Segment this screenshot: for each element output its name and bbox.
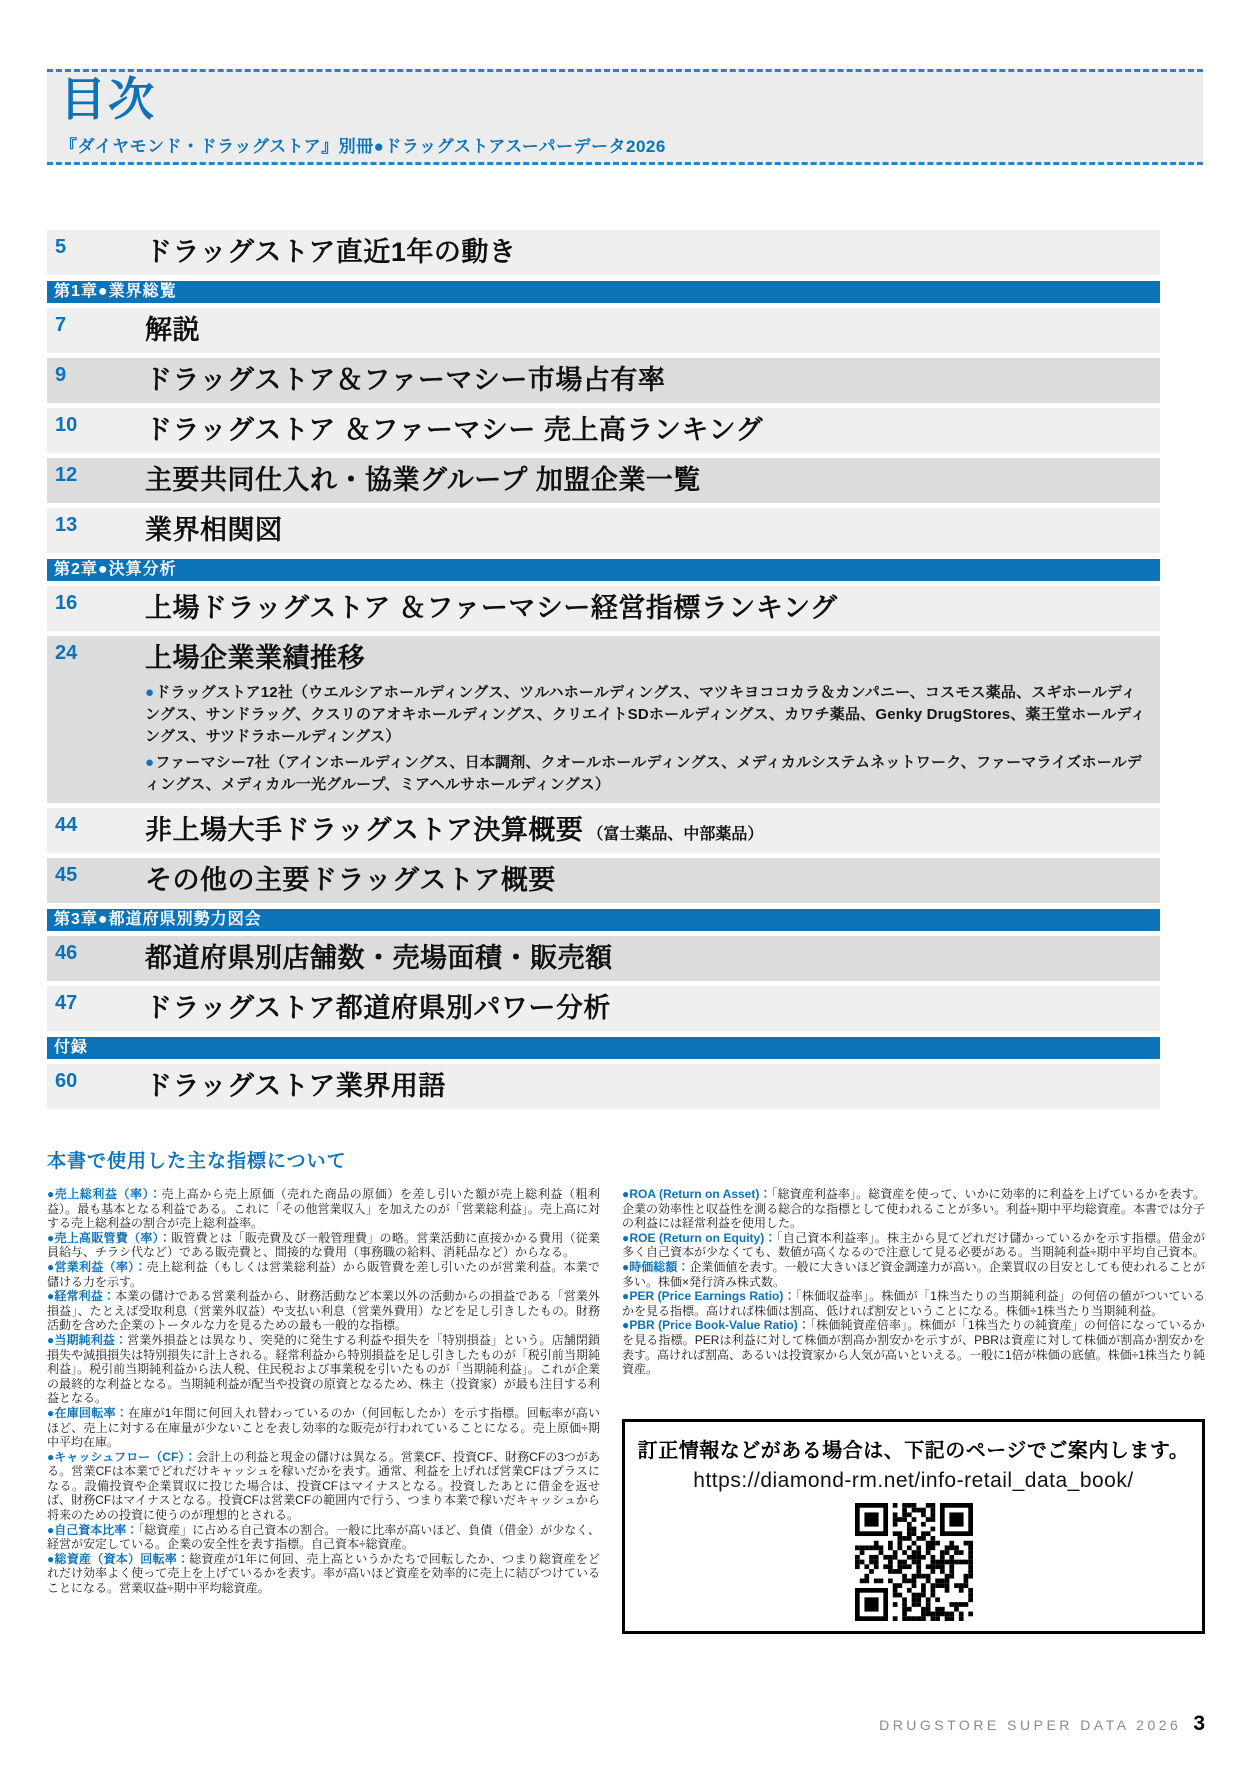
page-subtitle: 『ダイヤモンド・ドラッグストア』別冊●ドラッグストアスーパーデータ2026 — [60, 137, 666, 156]
toc-entry-12 — [47, 458, 1160, 503]
entry-title: 非上場大手ドラッグストア決算概要 — [145, 815, 584, 845]
indicator-col-left — [47, 1187, 600, 1596]
entry-page-number: 10 — [55, 414, 78, 436]
entry-page-number: 9 — [55, 364, 67, 386]
indicator-paragraph: ●売上総利益（率）：売上高から売上原価（売れた商品の原価）を差し引いた額が売上総利益（粗利益）。最も基本となる利益である。これに「その他営業収入」を加えたのが「営業総利益」。売上高に対する売上総利益の割合が売上総利益率。 — [47, 1187, 600, 1231]
entry-page-number: 12 — [55, 464, 78, 486]
entry-title: ドラッグストア＆ファーマシー市場占有率 — [145, 365, 666, 395]
page-footer — [879, 1712, 1205, 1736]
indicator-term: ●キャッシュフロー（CF）： — [47, 1449, 197, 1464]
entry-body — [145, 943, 1146, 974]
toc-entry-24 — [47, 636, 1160, 803]
entry-page-number: 46 — [55, 942, 78, 964]
toc-entry-45 — [47, 858, 1160, 903]
bullet-icon: ● — [145, 684, 155, 701]
indicator-columns — [47, 1187, 1205, 1634]
entry-page-number: 60 — [55, 1070, 78, 1092]
folio-page-number: 3 — [1193, 1712, 1205, 1735]
entry-page-number: 47 — [55, 992, 78, 1014]
indicator-paragraph: ●当期純利益：営業外損益とは異なり、突発的に発生する利益や損失を「特別損益」という。店舗閉鎖損失や減損損失は特別損失に計上される。経常利益から特別損益を足し引きしたものが「税引前当期純利益」。税引前当期純利益から法人税、住民税および事業税を引いたものが「当期純利益」。これが企業の最終的な利益となる。当期純利益が配当や投資の原資となるため、株主（投資家）が最も注目する利益となる。 — [47, 1332, 600, 1406]
indicator-term: ●総資産（資本）回転率： — [47, 1551, 190, 1566]
indicator-paragraph: ●売上高販管費（率）：販管費とは「販売費及び一般管理費」の略。営業活動に直接かかる費用（従業員給与、チラシ代など）である販売費と、間接的な費用（事務職の給料、消耗品など）からなる。 — [47, 1230, 600, 1260]
entry-body — [145, 415, 1146, 446]
indicators-section — [47, 1146, 1205, 1634]
indicator-term: ●経常利益： — [47, 1289, 116, 1304]
entry-page-number: 45 — [55, 864, 78, 886]
indicator-paragraph: ●経常利益：本業の儲けである営業利益から、財務活動など本業以外の活動からの損益である「営業外損益」、たとえば受取利息（営業外収益）や支払い利息（営業外費用）などを足し引きしたもの。財務活動を含めた企業のトータルな力を見るための最も一般的な指標。 — [47, 1289, 600, 1333]
publication-name: DRUGSTORE SUPER DATA 2026 — [879, 1717, 1182, 1733]
bullet-icon: ● — [145, 754, 155, 771]
indicator-term: ●PER (Price Earnings Ratio)： — [622, 1289, 796, 1304]
entry-body — [145, 865, 1146, 896]
indicator-term: ●ROA (Return on Asset)： — [622, 1187, 772, 1201]
toc-entry-10 — [47, 408, 1160, 453]
indicator-term: ●時価総額： — [622, 1259, 690, 1274]
entry-body — [145, 315, 1146, 346]
entry-page-number: 44 — [55, 814, 78, 836]
toc-entry-47 — [47, 986, 1160, 1031]
entry-body — [145, 1071, 1146, 1102]
indicator-paragraph: ●PER (Price Earnings Ratio)：「株価収益率」。株価が「1株当たりの当期純利益」の何倍の値がついているかを見る指標。高ければ株価は割高、低ければ割安ということになる。株価÷1株当たり当期純利益。 — [622, 1289, 1205, 1318]
entry-title: 上場企業業績推移 — [145, 643, 365, 673]
indicator-col-right — [622, 1187, 1205, 1634]
entry-title: 都道府県別店舗数・売場面積・販売額 — [145, 943, 613, 973]
entry-body — [145, 643, 1146, 796]
page-header — [47, 69, 1203, 165]
entry-title: ドラッグストア ＆ファーマシー 売上高ランキング — [145, 415, 764, 445]
indicator-paragraph: ●キャッシュフロー（CF）：会計上の利益と現金の儲けは異なる。営業CF、投資CF、財務CFの3つがある。営業CFは本業でどれだけキャッシュを稼いだかを表す。通常、利益を上げれば営業CFはプラスになる。設備投資や企業買収に投じた場合は、投資CFはマイナスとなる。投資したあとに借金を返せば、財務CFはマイナスとなる。投資CFは営業CFの範囲内で行う、つまり本業で稼いだキャッシュから将来のための投資に使うのが理想的とされる。 — [47, 1449, 600, 1523]
indicator-term: ●当期純利益： — [47, 1332, 128, 1347]
entry-body — [145, 993, 1146, 1024]
toc-entry-46 — [47, 936, 1160, 981]
correction-box — [622, 1419, 1205, 1634]
toc-entry-5 — [47, 230, 1160, 275]
indicator-paragraph: ●在庫回転率：在庫が1年間に何回入れ替わっているのか（何回転したか）を示す指標。回転率が高いほど、売上に対する在庫量が少ないことを表し効率的な販売が行われていることになる。売上原価÷期中平均在庫。 — [47, 1405, 601, 1450]
entry-title: 上場ドラッグストア ＆ファーマシー経営指標ランキング — [145, 593, 838, 623]
indicator-paragraph: ●自己資本比率：「総資産」に占める自己資本の割合。一般に比率が高いほど、負債（借金）が少なく、経営が安定している。企業の安全性を表す指標。自己資本÷総資産。 — [47, 1522, 601, 1552]
toc-entry-9 — [47, 358, 1160, 403]
entry-body — [145, 515, 1146, 546]
toc-entry-7 — [47, 308, 1160, 353]
indicator-term: ●ROE (Return on Equity)： — [622, 1230, 777, 1245]
indicator-paragraph: ●営業利益（率）：売上総利益（もしくは営業総利益）から販管費を差し引いたのが営業利益。本業で儲ける力を示す。 — [47, 1259, 601, 1289]
toc-entry-44 — [47, 808, 1160, 853]
indicators-heading: 本書で使用した主な指標について — [47, 1151, 347, 1172]
indicator-term: ●在庫回転率： — [47, 1405, 128, 1420]
correction-url-link[interactable]: https://diamond-rm.net/info-retail_data_book/ — [693, 1468, 1134, 1492]
entry-title: その他の主要ドラッグストア概要 — [145, 865, 556, 895]
toc-entry-16 — [47, 586, 1160, 631]
entry-title: 業界相関図 — [145, 515, 283, 545]
chapter-bar: 付録 — [47, 1037, 1160, 1059]
correction-message: 訂正情報などがある場合は、下記のページでご案内します。 — [637, 1439, 1190, 1462]
toc-list — [47, 230, 1160, 1114]
toc-entry-60 — [47, 1064, 1160, 1109]
entry-title: 解説 — [145, 315, 200, 345]
indicator-term: ●PBR (Price Book-Value Ratio)： — [622, 1318, 811, 1333]
entry-suffix: （富士薬品、中部薬品） — [587, 826, 764, 843]
entry-page-number: 5 — [55, 236, 67, 258]
indicator-paragraph: ●ROE (Return on Equity)：「自己資本利益率」。株主から見てどれだけ儲かっているかを示す指標。借金が多く自己資本が少なくても、数値が高くなるので注意して見る必要がある。当期純利益÷期中平均自己資本。 — [622, 1230, 1205, 1260]
entry-page-number: 24 — [55, 642, 78, 664]
indicator-paragraph: ●時価総額：企業価値を表す。一般に大きいほど資金調達力が高い。企業買収の目安としても使われることが多い。株価×発行済み株式数。 — [622, 1259, 1206, 1289]
entry-note: ●ドラッグストア12社（ウエルシアホールディングス、ツルハホールディングス、マツキヨココカラ＆カンパニー、コスモス薬品、スギホールディングス、サンドラッグ、クスリのアオキホールディングス、クリエイトSDホールディングス、カワチ薬品、Genky DrugStores、薬王堂ホールディングス、サツドラホールディングス） — [145, 684, 1146, 745]
entry-title: ドラッグストア直近1年の動き — [145, 237, 517, 267]
indicator-term: ●自己資本比率： — [47, 1522, 139, 1537]
indicator-term: ●売上総利益（率）： — [47, 1187, 162, 1201]
entry-body — [145, 465, 1146, 496]
indicator-paragraph: ●ROA (Return on Asset)：「総資産利益率」。総資産を使って、いかに効率的に利益を上げているかを表す。企業の効率性と収益性を測る総合的な指標として使われることが多い。利益÷期中平均総資産。本書では分子の利益には経常利益を使用した。 — [622, 1187, 1205, 1231]
indicator-paragraph: ●総資産（資本）回転率：総資産が1年に何回、売上高というかたちで回転したか、つまり総資産をどれだけ効率よく使って売上を上げているかを表す。率が高いほど資産を効率的に売上に結びつけていることになる。営業収益÷期中平均総資産。 — [47, 1551, 600, 1596]
qr-code — [855, 1503, 973, 1621]
chapter-bar: 第2章●決算分析 — [47, 559, 1160, 581]
toc-entry-13 — [47, 508, 1160, 553]
indicator-term: ●売上高販管費（率）： — [47, 1230, 172, 1245]
chapter-bar: 第1章●業界総覧 — [47, 281, 1160, 303]
entry-body — [145, 237, 1146, 268]
entry-note: ●ファーマシー7社（アインホールディングス、日本調剤、クオールホールディングス、メディカルシステムネットワーク、ファーマライズホールディングス、メディカル一光グループ、ミアヘルサホールディングス） — [145, 754, 1142, 793]
entry-page-number: 7 — [55, 314, 67, 336]
entry-title: ドラッグストア業界用語 — [145, 1071, 446, 1101]
entry-title: ドラッグストア都道府県別パワー分析 — [145, 993, 611, 1023]
indicator-paragraph: ●PBR (Price Book-Value Ratio)：「株価純資産倍率」。株価が「1株当たりの純資産」の何倍になっているかを見る指標。PERは利益に対して株価が割高か割安かを示すが、PBRは資産に対して株価が割高か割安かを表す。高ければ割高、あるいは投資家から人気が高いといえる。一般に1倍が株価の底値。株価÷1株当たり純資産。 — [622, 1318, 1205, 1377]
entry-title: 主要共同仕入れ・協業グループ 加盟企業一覧 — [145, 465, 701, 495]
entry-body — [145, 593, 1146, 624]
entry-page-number: 13 — [55, 514, 78, 536]
entry-body — [145, 815, 1146, 846]
page-title: 目次 — [60, 73, 156, 125]
chapter-bar: 第3章●都道府県別勢力図会 — [47, 909, 1160, 931]
entry-body — [145, 365, 1146, 396]
indicator-term: ●営業利益（率）： — [47, 1259, 147, 1274]
entry-page-number: 16 — [55, 592, 78, 614]
